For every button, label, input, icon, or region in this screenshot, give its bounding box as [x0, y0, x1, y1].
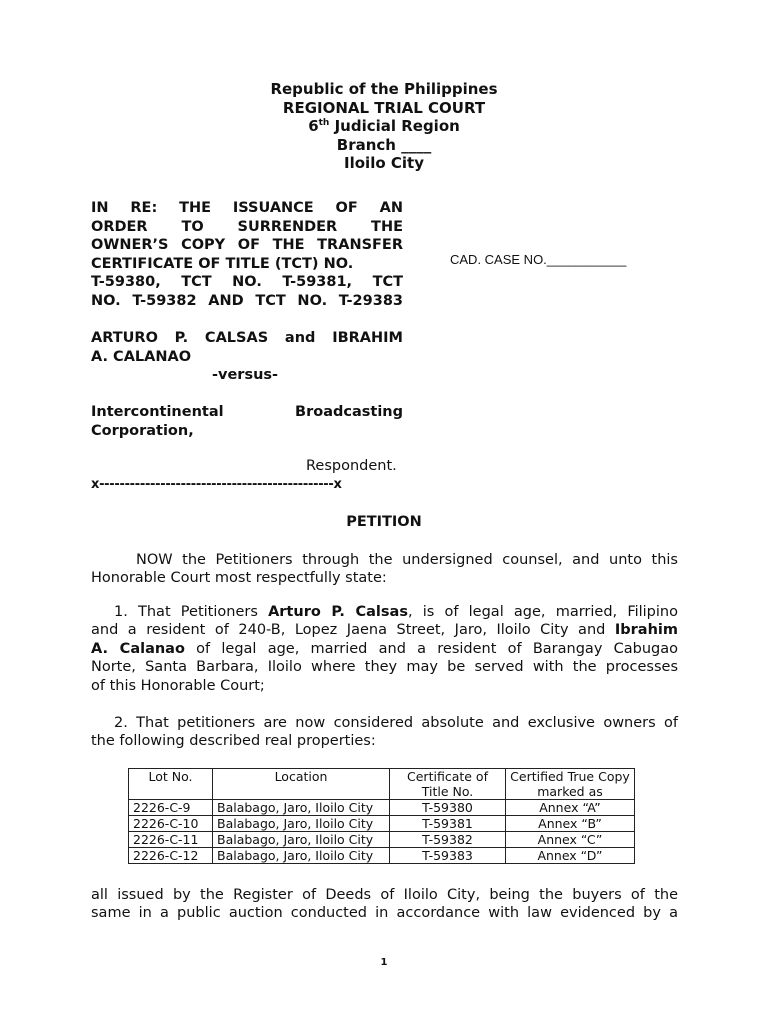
- table-row: [129, 848, 635, 864]
- petitioner-name-calanao: A. Calanao: [91, 640, 185, 657]
- table-row: [129, 800, 635, 816]
- cell-lot-no: 2226-C-12: [129, 848, 213, 864]
- paragraph-2: [91, 714, 678, 751]
- cell-location: Balabago, Jaro, Iloilo City: [213, 848, 390, 864]
- table-header-row: [129, 769, 635, 800]
- cell-lot-no: 2226-C-11: [129, 832, 213, 848]
- paragraph-line: A. Calanao of legal age, married and a resident of Barangay Cabugao: [91, 640, 678, 657]
- cell-certificate: T-59381: [390, 816, 506, 832]
- caption-divider: x----------------------------------------------x: [91, 477, 342, 492]
- header-certificate: Certificate of Title No.: [390, 769, 506, 800]
- caption-line: OWNER’S COPY OF THE TRANSFER: [91, 237, 403, 253]
- paragraph-line: Norte, Santa Barbara, Iloilo where they may be served with the processes: [91, 659, 678, 676]
- caption-line: NO. T-59382 AND TCT NO. T-29383: [91, 292, 403, 309]
- paragraph-1: [91, 603, 678, 695]
- header-annex: Certified True Copy marked as: [506, 769, 635, 800]
- paragraph-line: the following described real properties:: [91, 733, 376, 750]
- paragraph-line: 2. That petitioners are now considered absolute and exclusive owners of: [114, 715, 678, 731]
- heading-court: REGIONAL TRIAL COURT: [282, 98, 486, 117]
- petitioner-name-calsas: Arturo P. Calsas: [268, 604, 408, 620]
- cell-certificate: T-59382: [390, 832, 506, 848]
- respondent-name: [91, 403, 403, 440]
- intro-paragraph: [91, 551, 678, 588]
- cell-annex: Annex “C”: [506, 832, 635, 848]
- caption-line: Corporation,: [91, 422, 194, 439]
- header-location: Location: [213, 769, 390, 800]
- paragraph-line: Honorable Court most respectfully state:: [91, 570, 387, 587]
- paragraph-line: and a resident of 240-B, Lopez Jaena Street, Jaro, Iloilo City and Ibrahim: [91, 622, 678, 639]
- caption-line: Intercontinental Broadcasting: [91, 404, 403, 420]
- paragraph-line: same in a public auction conducted in accordance with law evidenced by a: [91, 905, 678, 922]
- case-caption-in-re: [91, 199, 403, 310]
- caption-line: ARTURO P. CALSAS and IBRAHIM: [91, 330, 403, 346]
- cell-location: Balabago, Jaro, Iloilo City: [213, 800, 390, 816]
- caption-line: ORDER TO SURRENDER THE: [91, 218, 403, 235]
- closing-paragraph: [91, 886, 678, 923]
- petitioners-names: [91, 329, 403, 366]
- paragraph-line: 1. That Petitioners Arturo P. Calsas, is of legal age, married, Filipino: [114, 604, 678, 620]
- header-lot-no: Lot No.: [129, 769, 213, 800]
- cell-lot-no: 2226-C-9: [129, 800, 213, 816]
- cell-annex: Annex “D”: [506, 848, 635, 864]
- cell-lot-no: 2226-C-10: [129, 816, 213, 832]
- properties-table: [128, 768, 635, 864]
- paragraph-line: of this Honorable Court;: [91, 677, 265, 694]
- table-row: [129, 816, 635, 832]
- petitioner-name-ibrahim: Ibrahim: [614, 622, 678, 639]
- cell-certificate: T-59383: [390, 848, 506, 864]
- heading-region: 6th Judicial Region: [308, 117, 460, 136]
- cell-annex: Annex “A”: [506, 800, 635, 816]
- heading-branch: Branch ____: [336, 135, 432, 154]
- case-number: CAD. CASE NO.___________: [450, 252, 627, 267]
- caption-line: CERTIFICATE OF TITLE (TCT) NO.: [91, 255, 354, 272]
- heading-city: Iloilo City: [344, 154, 424, 173]
- caption-line: T-59380, TCT NO. T-59381, TCT: [91, 274, 403, 290]
- cell-annex: Annex “B”: [506, 816, 635, 832]
- respondent-label: Respondent.: [306, 458, 397, 474]
- cell-certificate: T-59380: [390, 800, 506, 816]
- cell-location: Balabago, Jaro, Iloilo City: [213, 832, 390, 848]
- court-heading: [0, 80, 768, 173]
- caption-line: A. CALANAO: [91, 348, 192, 365]
- petition-title: PETITION: [346, 514, 422, 530]
- cell-location: Balabago, Jaro, Iloilo City: [213, 816, 390, 832]
- table-row: [129, 832, 635, 848]
- versus-label: -versus-: [212, 367, 279, 383]
- page-number: 1: [380, 957, 388, 968]
- caption-line: IN RE: THE ISSUANCE OF AN: [91, 200, 403, 216]
- heading-republic: Republic of the Philippines: [270, 80, 498, 98]
- paragraph-line: all issued by the Register of Deeds of Iloilo City, being the buyers of the: [91, 887, 678, 903]
- paragraph-line: NOW the Petitioners through the undersigned counsel, and unto this: [136, 552, 678, 568]
